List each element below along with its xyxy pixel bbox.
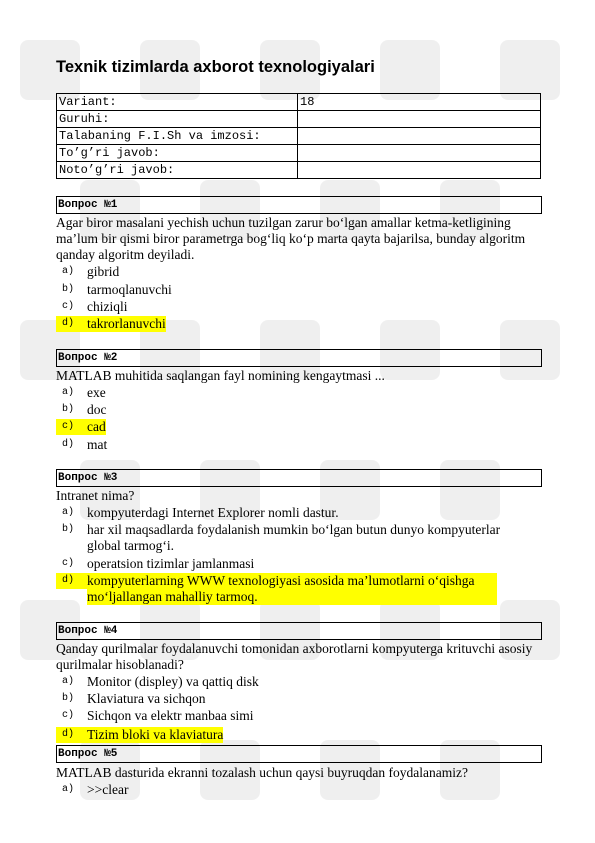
option-text: mat [87,437,108,452]
info-label: Talabaning F.I.Sh va imzosi: [57,128,298,145]
option-text: doc [87,402,107,417]
info-row-variant [57,94,541,111]
info-row-group [57,111,541,128]
option-text: takrorlanuvchi [87,316,166,331]
option-letter: a) [62,784,75,795]
option-letter: c) [62,710,75,721]
question-text: Qanday qurilmalar foydalanuvchi tomonidan axborotlarni kompyuterga krituvchi asosiy qurilmalar hisoblanadi? [56,641,533,672]
option-letter: a) [62,387,75,398]
info-label: Noto’g’ri javob: [57,162,298,179]
question-header: Вопрос №4 [56,622,542,640]
option-letter: b) [62,524,75,535]
info-value [298,162,541,179]
info-value [298,128,541,145]
option-letter: d) [56,573,87,589]
info-row-correct [57,145,541,162]
option-text: gibrid [87,264,120,279]
question-text: MATLAB muhitida saqlangan fayl nomining kengaytmasi ... [56,368,385,383]
question-header: Вопрос №3 [56,469,542,487]
option-text: chiziqli [87,299,128,314]
info-row-student [57,128,541,145]
option-text: operatsion tizimlar jamlanmasi [87,556,255,571]
info-value: 18 [298,94,541,111]
option-letter: b) [62,404,75,415]
option-letter: a) [62,507,75,518]
question-header: Вопрос №2 [56,349,542,367]
option-text: exe [87,385,106,400]
info-value [298,111,541,128]
option-letter: c) [62,558,75,569]
question-text: Intranet nima? [56,488,135,503]
option-letter: b) [62,693,75,704]
option-letter: d) [56,316,87,332]
option-letter: c) [62,301,75,312]
info-label: To’g’ri javob: [57,145,298,162]
info-value [298,145,541,162]
option-text: kompyuterdagi Internet Explorer nomli dastur. [87,505,339,520]
question-header: Вопрос №5 [56,745,542,763]
student-info-table [56,93,541,179]
option-text: har xil maqsadlarda foydalanish mumkin bo‘lgan butun dunyo kompyuterlar global tarmog‘i. [87,522,501,553]
question-text: MATLAB dasturida ekranni tozalash uchun qaysi buyruqdan foydalanamiz? [56,765,469,780]
info-label: Guruhi: [57,111,298,128]
info-label: Variant: [57,94,298,111]
option-letter: d) [56,727,87,743]
option-text: Klaviatura va sichqon [87,691,206,706]
option-letter: a) [62,266,75,277]
option-text: Tizim bloki va klaviatura [87,727,224,742]
option-text: Sichqon va elektr manbaa simi [87,708,254,723]
option-letter: d) [62,439,75,450]
document-title: Texnik tizimlarda axborot texnologiyalari [56,58,375,76]
option-letter: c) [56,419,87,435]
question-text: Agar biror masalani yechish uchun tuzilgan zarur bo‘lgan amallar ketma-ketligining ma’lum bir qismi biror parametrga bog‘liq ko‘p marta qayta bajarilsa, bunday algoritm qanday algoritm deyiladi. [56,215,526,262]
question-header: Вопрос №1 [56,196,542,214]
info-row-incorrect [57,162,541,179]
option-text: kompyuterlarning WWW texnologiyasi asosida ma’lumotlarni o‘qishga mo‘ljallangan mahalliy tarmoq. [87,573,497,605]
option-letter: b) [62,284,75,295]
option-text: Monitor (displey) va qattiq disk [87,674,259,689]
option-letter: a) [62,676,75,687]
option-text: tarmoqlanuvchi [87,282,172,297]
option-text: cad [87,419,106,434]
option-text: >>clear [87,782,129,797]
